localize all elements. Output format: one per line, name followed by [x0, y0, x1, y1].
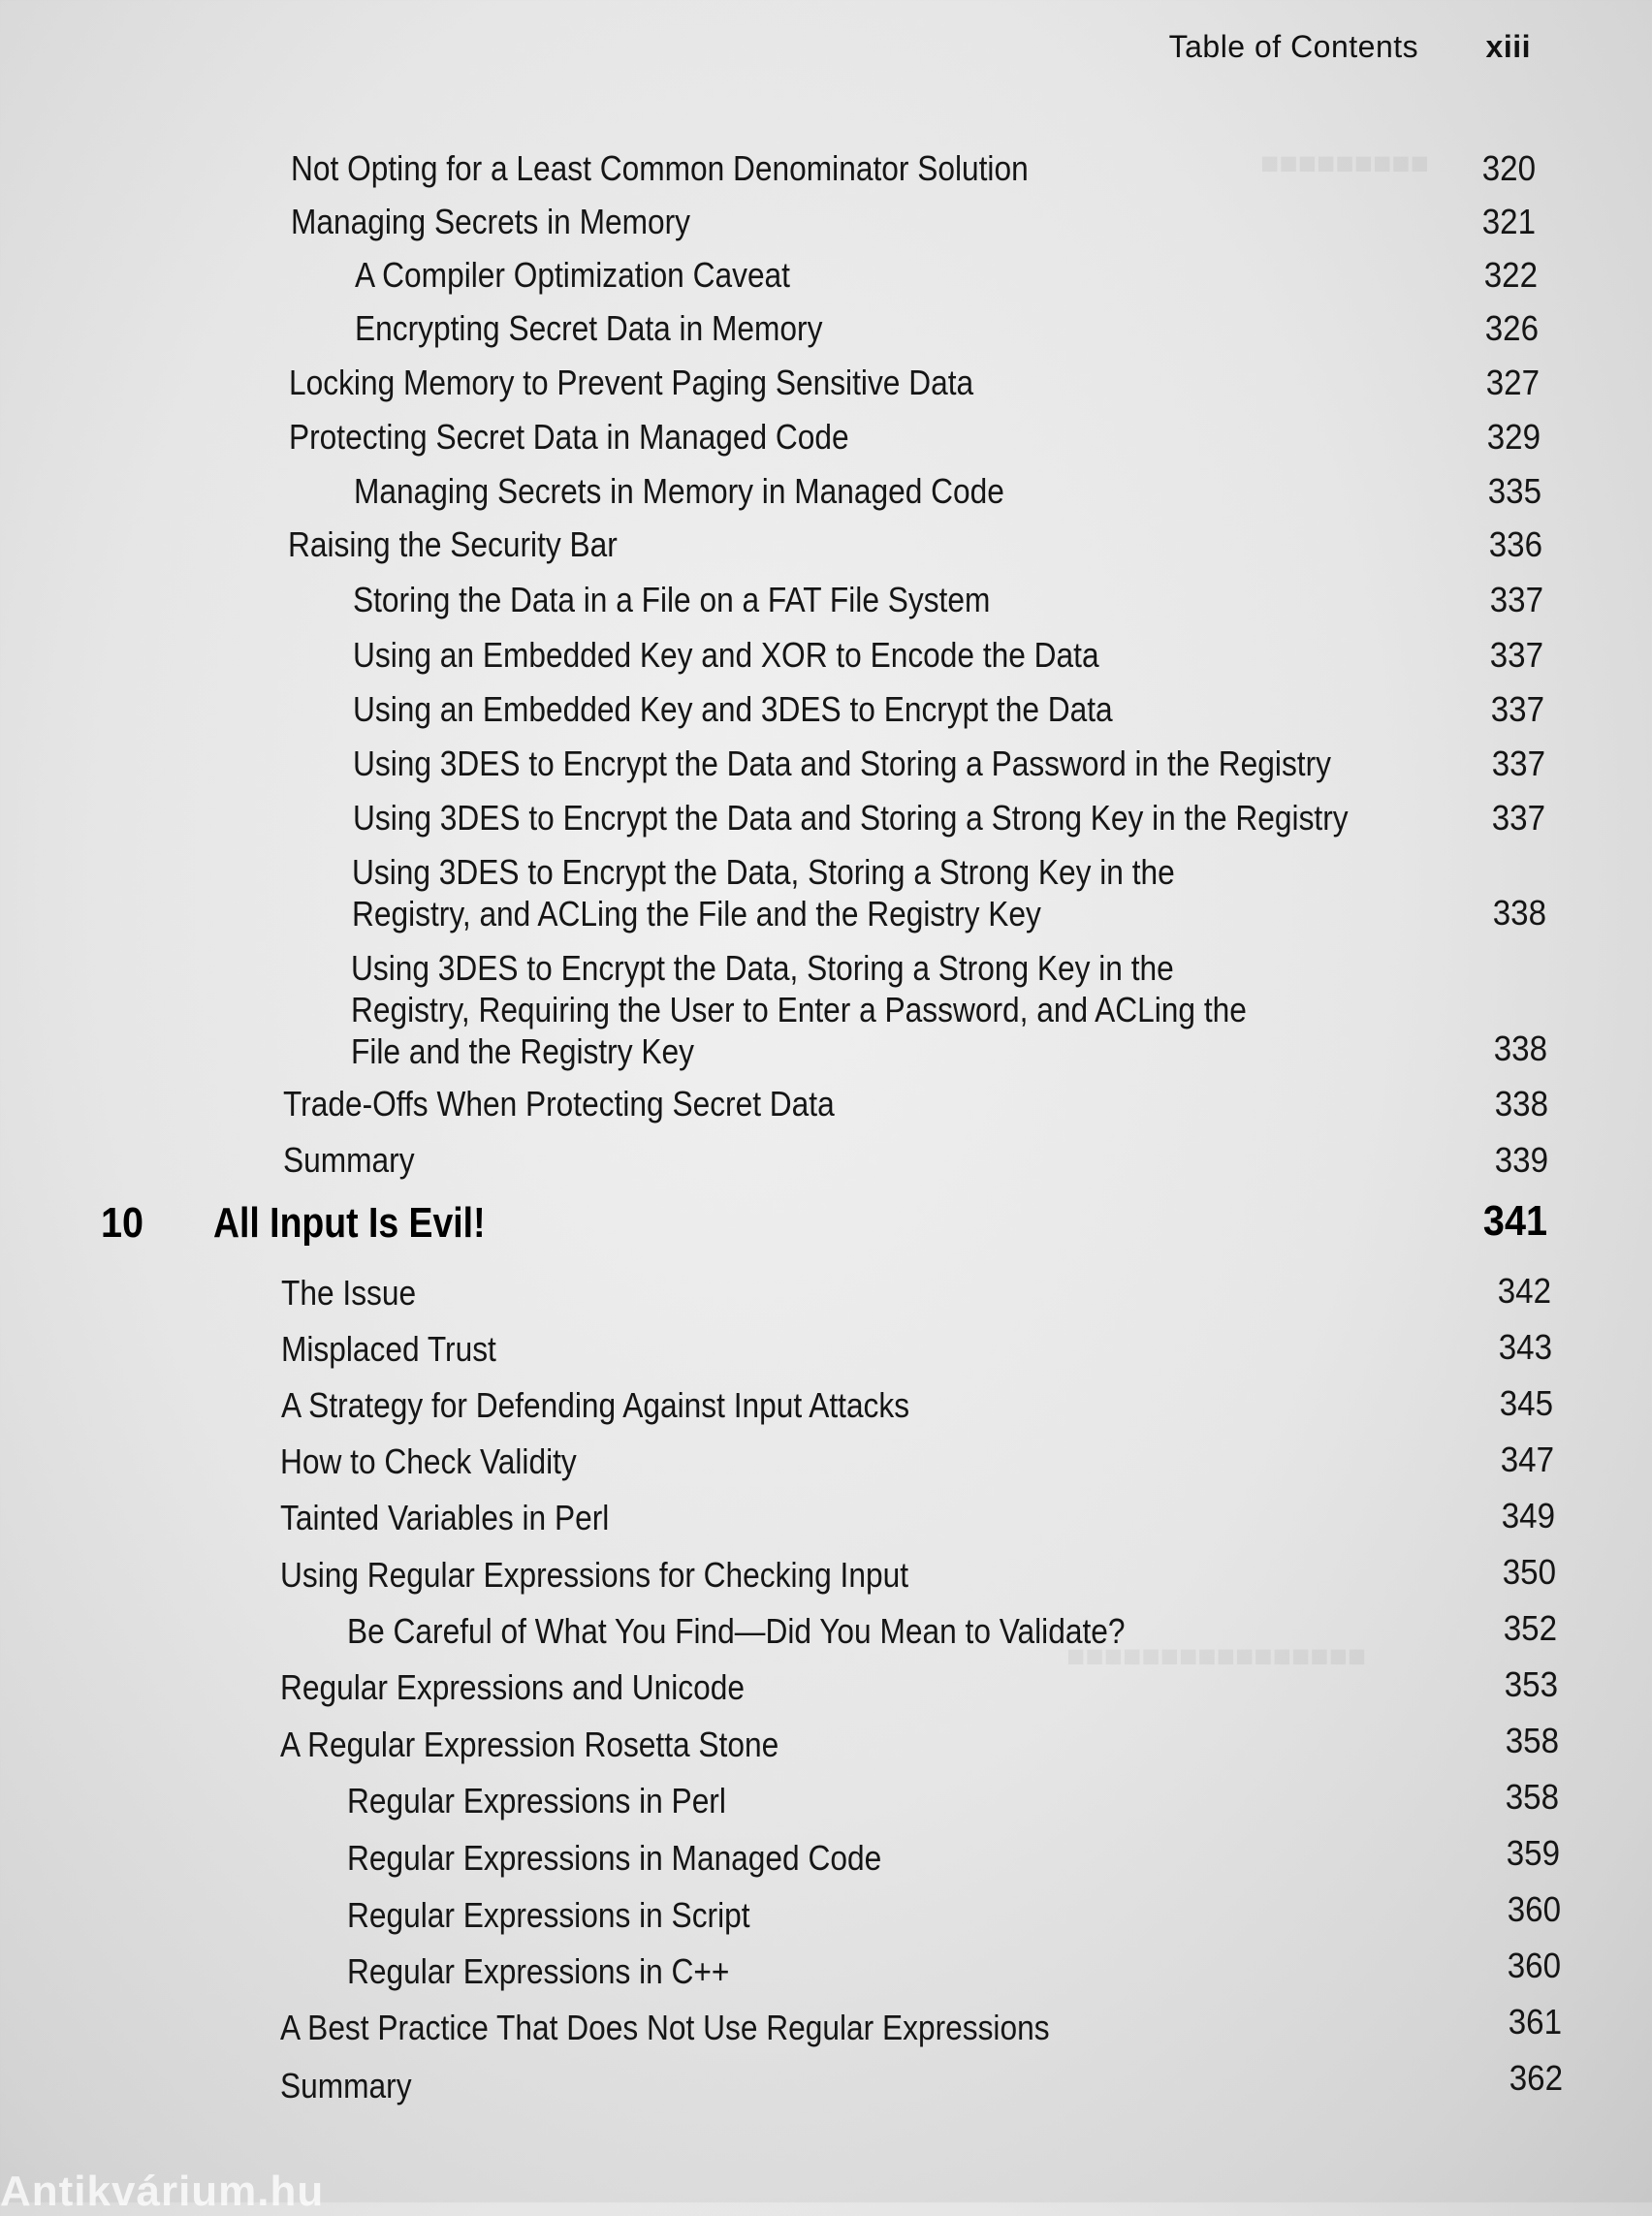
chapter-page-number: 341	[1482, 1197, 1547, 1245]
toc-entry: The Issue	[281, 1273, 417, 1313]
toc-entry: Managing Secrets in Memory	[291, 202, 691, 241]
toc-page-number: 362	[1509, 2058, 1563, 2098]
toc-entry: Summary	[280, 2066, 412, 2105]
toc-page-number: 320	[1481, 148, 1536, 188]
toc-page-number: 327	[1485, 363, 1540, 402]
toc-entry: Trade-Offs When Protecting Secret Data	[283, 1084, 835, 1124]
toc-page-number: 349	[1501, 1496, 1555, 1535]
toc-entry: Protecting Secret Data in Managed Code	[289, 417, 849, 457]
toc-page-number: 321	[1481, 202, 1536, 241]
toc-entry: Regular Expressions and Unicode	[280, 1667, 745, 1707]
watermark: Antikvárium.hu	[0, 2168, 325, 2215]
chapter-number: 10	[101, 1199, 144, 1247]
toc-subentry: Regular Expressions in C++	[347, 1951, 730, 1991]
toc-subentry: Using 3DES to Encrypt the Data and Storing a Strong Key in the Registry	[353, 798, 1349, 838]
toc-subentry: Using 3DES to Encrypt the Data, Storing a Strong Key in the Registry, and ACLing the File and the Registry Key	[352, 852, 1175, 934]
toc-entry: A Strategy for Defending Against Input Attacks	[281, 1385, 910, 1425]
toc-page-number: 339	[1494, 1140, 1548, 1180]
toc-subentry: Storing the Data in a File on a FAT File System	[353, 580, 991, 619]
toc-page-number: 337	[1489, 635, 1543, 675]
toc-page-number: 337	[1490, 689, 1544, 729]
toc-entry: Using Regular Expressions for Checking Input	[280, 1555, 909, 1595]
toc-subentry: Be Careful of What You Find—Did You Mean to Validate?	[347, 1611, 1126, 1651]
toc-page-number: 338	[1493, 1029, 1547, 1068]
bleed-through: ■■■■■■■■■■■■■■■■	[1066, 1638, 1367, 1673]
toc-page-number: 347	[1500, 1440, 1554, 1479]
toc-page-number: 342	[1497, 1271, 1551, 1311]
toc-page-number: 322	[1483, 255, 1538, 295]
toc-subentry: Managing Secrets in Memory in Managed Code	[354, 471, 1004, 511]
toc-page-number: 329	[1486, 417, 1541, 457]
toc-page-number: 336	[1488, 524, 1542, 564]
toc-page-number: 350	[1502, 1552, 1556, 1592]
toc-page-number: 337	[1491, 744, 1545, 783]
toc-page-number: 358	[1505, 1721, 1559, 1760]
running-head-page-number: xiii	[1485, 29, 1531, 64]
chapter-title: All Input Is Evil!	[213, 1199, 486, 1247]
toc-page-number: 343	[1498, 1327, 1552, 1367]
toc-page-number: 359	[1506, 1833, 1560, 1873]
toc-page-number: 360	[1507, 1889, 1561, 1929]
toc-subentry: Using 3DES to Encrypt the Data and Storing a Password in the Registry	[353, 744, 1331, 783]
toc-subentry: Regular Expressions in Script	[347, 1895, 750, 1935]
toc-subentry: Using an Embedded Key and 3DES to Encrypt the Data	[353, 689, 1113, 729]
toc-entry: Tainted Variables in Perl	[280, 1498, 610, 1537]
toc-entry: Not Opting for a Least Common Denominator Solution	[291, 148, 1029, 188]
toc-entry: A Best Practice That Does Not Use Regular Expressions	[280, 2008, 1050, 2047]
toc-page-number: 345	[1499, 1383, 1553, 1423]
toc-page-number: 337	[1489, 580, 1543, 619]
toc-entry: Raising the Security Bar	[288, 524, 618, 564]
toc-page-number: 358	[1505, 1777, 1559, 1817]
toc-entry: How to Check Validity	[280, 1441, 577, 1481]
toc-page-number: 352	[1503, 1608, 1557, 1648]
toc-page-number: 335	[1487, 471, 1541, 511]
toc-subentry: Using 3DES to Encrypt the Data, Storing a Strong Key in the Registry, Requiring the User to Enter a Password, and ACLing the File and the Registry Key	[351, 948, 1247, 1071]
toc-entry: Locking Memory to Prevent Paging Sensitive Data	[289, 363, 974, 402]
bleed-through: ■■■■■■■■■	[1260, 145, 1429, 180]
toc-subentry: A Compiler Optimization Caveat	[355, 255, 790, 295]
toc-page-number: 338	[1492, 893, 1546, 933]
toc-page-number: 337	[1491, 798, 1545, 838]
toc-page-number: 326	[1484, 308, 1539, 348]
toc-subentry: Encrypting Secret Data in Memory	[355, 308, 823, 348]
toc-page-number: 353	[1504, 1664, 1558, 1704]
toc-subentry: Regular Expressions in Perl	[347, 1781, 726, 1820]
toc-subentry: Using an Embedded Key and XOR to Encode the Data	[353, 635, 1099, 675]
toc-subentry: Regular Expressions in Managed Code	[347, 1838, 882, 1878]
toc-page-number: 338	[1494, 1084, 1548, 1124]
toc-page-number: 361	[1508, 2002, 1562, 2042]
toc-page-number: 360	[1507, 1946, 1561, 1985]
toc-entry: Misplaced Trust	[281, 1329, 496, 1369]
running-head-title: Table of Contents	[1168, 29, 1419, 64]
toc-entry: Summary	[283, 1140, 415, 1180]
toc-entry: A Regular Expression Rosetta Stone	[280, 1725, 779, 1764]
